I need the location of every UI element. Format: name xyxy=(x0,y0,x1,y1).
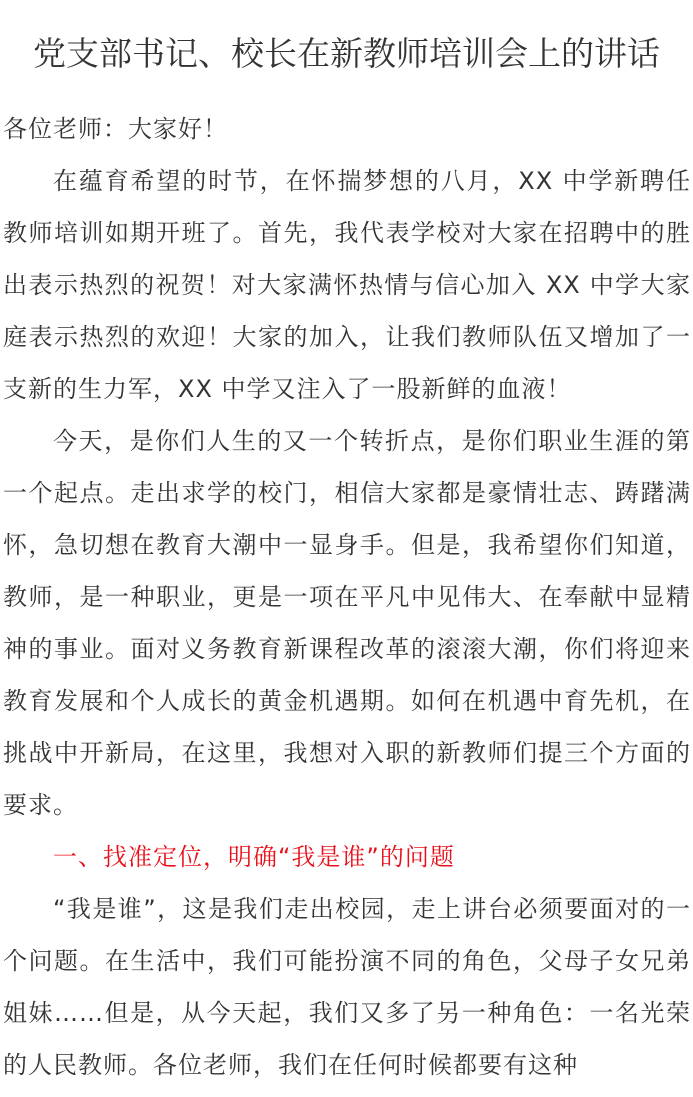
greeting: 各位老师：大家好！ xyxy=(3,115,228,143)
document-title: 党支部书记、校长在新教师培训会上的讲话 xyxy=(33,34,660,73)
section-heading: 一、找准定位，明确“我是谁”的问题 xyxy=(53,843,455,871)
paragraph-2: 今天，是你们人生的又一个转折点，是你们职业生涯的第一个起点。走出求学的校门，相信大家都是豪情壮志、踌躇满怀，急切想在教育大潮中一显身手。但是，我希望你们知道，教师，是一种职业，更是一项在平凡中见伟大、在奉献中显精神的事业。面对义务教育新课程改革的滚滚大潮，你们将迎来教育发展和个人成长的黄金机遇期。如何在机遇中育先机，在挑战中开新局，在这里，我想对入职的新教师们提三个方面的要求。 xyxy=(3,427,691,819)
document-body xyxy=(3,103,691,1091)
paragraph-1: 在蕴育希望的时节，在怀揣梦想的八月，XX 中学新聘任教师培训如期开班了。首先，我代表学校对大家在招聘中的胜出表示热烈的祝贺！对大家满怀热情与信心加入 XX 中学大家庭表示热烈的欢迎！大家的加入，让我们教师队伍又增加了一支新的生力军，XX 中学又注入了一股新鲜的血液！ xyxy=(3,167,691,403)
section-paragraph: “我是谁”，这是我们走出校园，走上讲台必须要面对的一个问题。在生活中，我们可能扮演不同的角色，父母子女兄弟姐妹……但是，从今天起，我们又多了另一种角色：一名光荣的人民教师。各位老师，我们在任何时候都要有这种 xyxy=(3,895,691,1079)
